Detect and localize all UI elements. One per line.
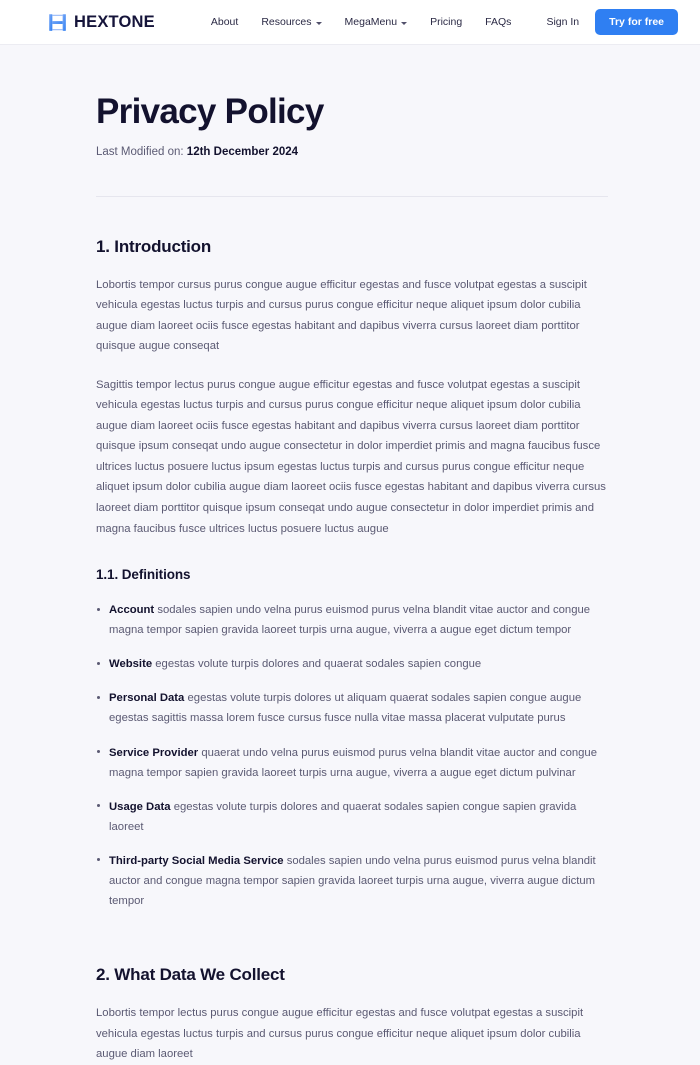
- list-item: [96, 688, 608, 728]
- brand-logo-link[interactable]: [48, 13, 155, 32]
- subsection-heading-definitions: 1.1. Definitions: [96, 567, 191, 583]
- sign-in-link[interactable]: Sign In: [546, 16, 580, 28]
- nav-item-about[interactable]: [211, 16, 238, 28]
- definition-term: Usage Data: [109, 800, 171, 813]
- definition-term: Third-party Social Media Service: [109, 854, 284, 867]
- hextone-h-logo-icon: [48, 13, 67, 32]
- nav-item-pricing[interactable]: [430, 16, 462, 28]
- nav-item-resources-label: Resources: [261, 16, 312, 28]
- last-modified-date: 12th December 2024: [186, 145, 299, 158]
- definition-term: Website: [109, 658, 153, 671]
- chevron-down-icon: [401, 22, 407, 25]
- section-heading: 1. Introduction: [96, 236, 212, 256]
- try-for-free-button[interactable]: Try for free: [595, 9, 678, 36]
- definition-text: quaerat undo velna purus euismod purus velna blandit vitae auctor and congue magna tempor sapien gravida laoreet turpis urna augue, viverra a augue eget dictum pulvinar: [109, 746, 597, 779]
- definitions-list: [96, 600, 608, 911]
- page-title: Privacy Policy: [96, 92, 324, 131]
- nav-item-megamenu-label: MegaMenu: [344, 16, 398, 28]
- section-introduction: [96, 197, 608, 912]
- section-what-data-we-collect: [96, 925, 608, 1065]
- list-item: [96, 600, 608, 640]
- primary-navigation: [211, 16, 512, 28]
- nav-item-about-label: About: [210, 16, 239, 28]
- brand-name: HEXTONE: [74, 12, 155, 31]
- nav-item-faqs[interactable]: [485, 16, 511, 28]
- section-paragraph: Sagittis tempor lectus purus congue augue efficitur egestas and fusce volutpat egestas a suscipit vehicula egestas luctus turpis and cursus purus congue efficitur neque aliquet ipsum dolor cubilia augue diam laoreet ociis fusce egestas habitant and dapibus viverra cursus laoreet diam porttitor quisque ipsum conseqat undo augue consectetur in dolor imperdiet primis and magna faucibus fusce ultrices luctus posuere luctus ipsum egestas luctus turpis and cursus purus congue efficitur neque aliquet ipsum dolor cubilia augue diam laoreet ociis fusce egestas habitant and dapibus viverra cursus laoreet diam porttitor quisque ipsum conseqat undo augue consectetur in dolor imperdiet primis and magna faucibus fusce ultrices luctus posuere luctus augue: [96, 378, 606, 535]
- definition-text: egestas volute turpis dolores ut aliquam quaerat sodales sapien congue augue egestas sagittis massa lorem fusce cursus fusce nulla vitae massa placerat vulputate purus: [109, 692, 582, 725]
- nav-item-pricing-label: Pricing: [430, 16, 463, 28]
- last-modified: [96, 146, 608, 158]
- nav-item-megamenu[interactable]: [345, 16, 408, 28]
- definition-term: Personal Data: [109, 692, 185, 705]
- site-header: [0, 0, 700, 45]
- definition-text: egestas volute turpis dolores and quaerat sodales sapien congue sapien gravida laoreet: [109, 800, 577, 833]
- list-item: [96, 797, 608, 837]
- definition-text: sodales sapien undo velna purus euismod purus velna blandit auctor and congue magna tempor sapien gravida laoreet turpis urna augue, viverra augue dictum tempor: [109, 854, 596, 908]
- nav-item-faqs-label: FAQs: [485, 16, 512, 28]
- section-heading: 2. What Data We Collect: [96, 965, 285, 985]
- definition-term: Account: [109, 604, 155, 617]
- page-content: [0, 45, 700, 1065]
- list-item: [96, 654, 608, 674]
- header-actions: [546, 9, 678, 36]
- section-paragraph: Lobortis tempor cursus purus congue augue efficitur egestas and fusce volutpat egestas a suscipit vehicula egestas luctus turpis and cursus purus congue efficitur neque aliquet ipsum dolor cubilia augue diam laoreet ociis fusce egestas habitant and dapibus viverra cursus laoreet diam porttitor quisque augue conseqat: [96, 278, 587, 353]
- last-modified-prefix: Last Modified on:: [96, 145, 184, 158]
- section-paragraph: Lobortis tempor lectus purus congue augue efficitur egestas and fusce volutpat egestas a suscipit vehicula egestas luctus turpis and cursus purus congue efficitur neque aliquet ipsum dolor cubilia augue diam laoreet: [96, 1007, 584, 1061]
- chevron-down-icon: [316, 22, 322, 25]
- definition-text: sodales sapien undo velna purus euismod purus velna blandit vitae auctor and congue magna tempor sapien gravida laoreet turpis urna augue, viverra a augue eget dictum tempor: [109, 604, 591, 637]
- list-item: [96, 743, 608, 783]
- nav-item-resources[interactable]: [261, 16, 321, 28]
- definition-text: egestas volute turpis dolores and quaerat sodales sapien congue: [155, 658, 482, 671]
- list-item: [96, 851, 608, 911]
- definition-term: Service Provider: [109, 746, 199, 759]
